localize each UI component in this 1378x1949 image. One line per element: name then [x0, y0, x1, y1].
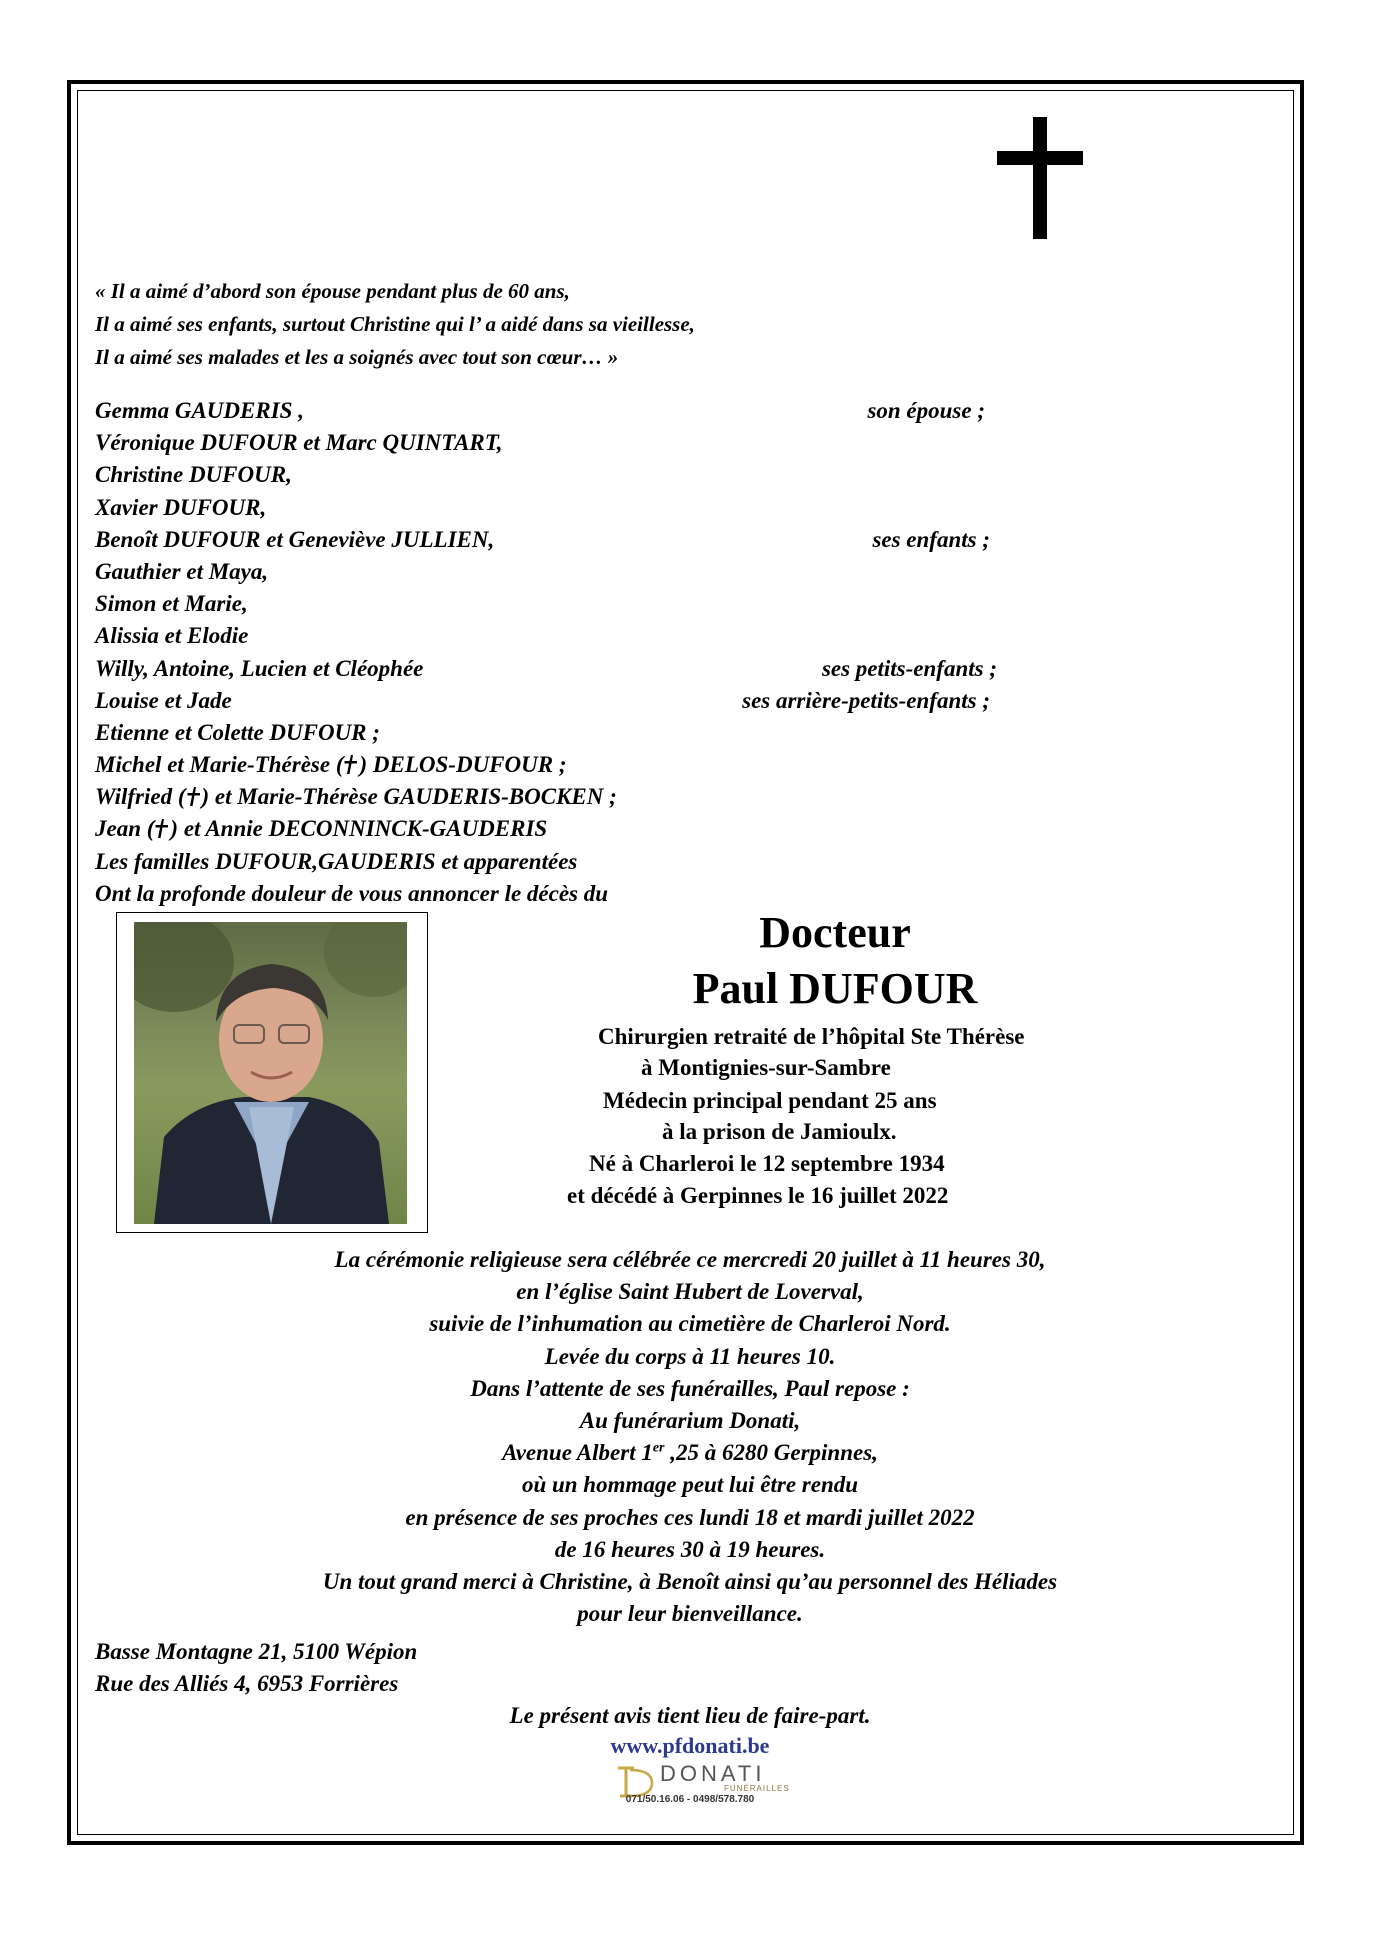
family-role: ses arrière-petits-enfants ; — [742, 687, 990, 713]
bio-line: Médecin principal pendant 25 ans — [603, 1088, 937, 1113]
family-role: ses enfants ; — [872, 526, 990, 552]
family-name: Ont la profonde douleur de vous annoncer le décès du — [95, 880, 609, 906]
family-row — [95, 653, 1115, 685]
family-row — [95, 685, 1115, 717]
family-name: Etienne et Colette DUFOUR ; — [95, 719, 380, 745]
family-row — [95, 524, 1115, 556]
family-row — [95, 459, 1115, 491]
family-row — [95, 492, 1115, 524]
family-name-part: ) et Annie DECONNINCK-GAUDERIS — [170, 816, 548, 842]
ceremony-line: en présence de ses proches ces lundi 18 et mardi juillet 2022 — [405, 1504, 975, 1530]
family-name-part: Michel et Marie-Thérèse ( — [95, 752, 344, 778]
ceremony-line: La cérémonie religieuse sera célébrée ce mercredi 20 juillet à 11 heures 30, — [334, 1247, 1046, 1272]
family-name: Les familles DUFOUR,GAUDERIS et apparentées — [95, 848, 578, 874]
family-row — [95, 395, 1115, 427]
bio-line: à la prison de Jamioulx. — [662, 1119, 897, 1144]
ceremony-line: en l’église Saint Hubert de Loverval, — [516, 1279, 864, 1305]
family-role: ses petits-enfants ; — [821, 655, 997, 681]
ceremony-line: pour leur bienveillance. — [577, 1601, 803, 1627]
bio-line: Né à Charleroi le 12 septembre 1934 — [589, 1151, 945, 1176]
family-name-part: ) DELOS-DUFOUR ; — [359, 752, 567, 778]
epitaph-quote — [95, 275, 695, 374]
family-name: Simon et Marie, — [95, 591, 248, 617]
ceremony-line: suivie de l’inhumation au cimetière de Charleroi Nord. — [429, 1311, 951, 1337]
ceremony-line — [190, 1437, 1190, 1469]
family-name: Véronique DUFOUR et Marc QUINTART, — [95, 430, 503, 456]
ceremony-line: Un tout grand merci à Christine, à Benoît ainsi qu’au personnel des Héliades — [322, 1569, 1058, 1595]
deceased-cross-icon — [344, 755, 358, 774]
family-name-part: ) et Marie-Thérèse GAUDERIS-BOCKEN ; — [201, 784, 617, 810]
ceremony-line: Au funérarium Donati, — [579, 1408, 801, 1434]
logo-tagline: FUNÉRAILLES — [724, 1784, 790, 1793]
family-row — [95, 717, 1115, 749]
cross-icon — [997, 117, 1083, 239]
address-line: Rue des Alliés 4, 6953 Forrières — [95, 1671, 399, 1697]
address-text: ,25 à 6280 Gerpinnes, — [664, 1440, 878, 1466]
family-row — [95, 781, 1115, 813]
family-name: Gemma GAUDERIS , — [95, 398, 304, 423]
family-row — [95, 556, 1115, 588]
portrait-photo — [134, 922, 407, 1224]
family-name-part: Wilfried ( — [95, 784, 186, 810]
family-name: Louise et Jade — [95, 687, 232, 713]
quote-line: Il a aimé ses malades et les a soignés avec tout son cœur… » — [95, 345, 619, 369]
family-row — [95, 588, 1115, 620]
family-name: Gauthier et Maya, — [95, 558, 269, 584]
deceased-cross-icon — [187, 787, 201, 806]
website-link[interactable]: www.pfdonati.be — [610, 1733, 770, 1758]
deceased-cross-icon — [155, 819, 169, 838]
logo-name: DONATI — [660, 1761, 766, 1786]
ceremony-line: de 16 heures 30 à 19 heures. — [554, 1536, 826, 1562]
logo-phones: 071/50.16.06 - 0498/578.780 — [625, 1794, 755, 1805]
ceremony-line: Dans l’attente de ses funérailles, Paul repose : — [470, 1375, 910, 1401]
ceremony-details — [190, 1244, 1190, 1630]
family-row — [95, 620, 1115, 652]
family-role: son épouse ; — [867, 398, 985, 423]
family-name: Alissia et Elodie — [95, 623, 249, 649]
family-name: Benoît DUFOUR et Geneviève JULLIEN, — [95, 526, 495, 552]
bio-line: à Montignies-sur-Sambre — [641, 1055, 891, 1080]
deceased-title: Docteur — [759, 908, 911, 957]
family-list — [95, 395, 1115, 910]
ceremony-line: Levée du corps à 11 heures 10. — [544, 1343, 836, 1369]
deceased-heading — [575, 905, 1095, 1017]
deceased-name: Paul DUFOUR — [692, 964, 978, 1013]
family-name: Christine DUFOUR, — [95, 462, 292, 488]
ceremony-line: où un hommage peut lui être rendu — [521, 1472, 859, 1498]
family-row — [95, 749, 1115, 781]
quote-line: Il a aimé ses enfants, surtout Christine qui l’ a aidé dans sa vieillesse, — [95, 312, 695, 336]
bio-line: et décédé à Gerpinnes le 16 juillet 2022 — [567, 1183, 949, 1208]
family-row — [95, 427, 1115, 459]
family-name: Xavier DUFOUR, — [95, 494, 267, 520]
quote-line: « Il a aimé d’abord son épouse pendant plus de 60 ans, — [95, 279, 570, 303]
family-name-part: Jean ( — [95, 816, 155, 842]
address-text: Avenue Albert 1 — [502, 1440, 653, 1466]
family-row — [95, 846, 1115, 878]
family-row — [95, 813, 1115, 845]
bio-line: Chirurgien retraité de l’hôpital Ste Thérèse — [598, 1024, 1025, 1049]
address-line: Basse Montagne 21, 5100 Wépion — [95, 1639, 418, 1664]
family-name: Willy, Antoine, Lucien et Cléophée — [95, 655, 424, 681]
notice-text: Le présent avis tient lieu de faire-part. — [509, 1703, 871, 1728]
ordinal-suffix: er — [652, 1440, 665, 1456]
family-addresses — [95, 1636, 417, 1700]
